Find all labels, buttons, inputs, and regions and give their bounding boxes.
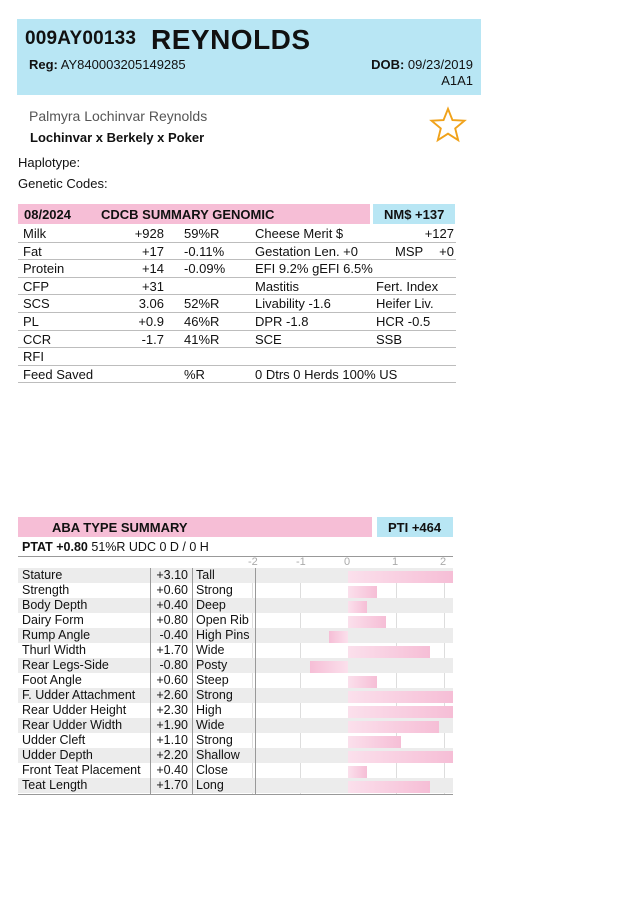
trait-bar	[348, 691, 453, 703]
genomic-row	[18, 278, 456, 296]
scale-tick: -2	[248, 556, 258, 568]
genetic-codes-label: Genetic Codes:	[18, 176, 108, 191]
type-trait-row	[18, 748, 453, 763]
genomic-cell: 41%R	[184, 331, 220, 347]
trait-bar	[348, 586, 377, 598]
genomic-cell: HCR -0.5	[376, 314, 431, 329]
genomic-cell: 59%R	[184, 226, 220, 241]
type-trait-row	[18, 703, 453, 718]
trait-bar	[348, 721, 439, 733]
trait-value: +0.80	[156, 613, 188, 627]
animal-header	[17, 19, 481, 95]
star-outline-icon[interactable]	[429, 106, 467, 144]
genomic-cell: 46%R	[184, 314, 220, 329]
trait-descriptor: Posty	[196, 658, 228, 672]
trait-bar	[348, 616, 386, 628]
genomic-cell: Milk	[23, 226, 47, 241]
scale-tick: 2	[440, 556, 447, 568]
genomic-cell: +928	[134, 226, 164, 241]
trait-descriptor: High	[196, 703, 222, 717]
genomic-cell: EFI 9.2% gEFI 6.5%	[255, 261, 373, 277]
genomic-cell: Feed Saved	[23, 366, 94, 382]
genomic-row	[18, 295, 456, 313]
trait-bar	[348, 751, 453, 763]
trait-descriptor: Strong	[196, 688, 233, 702]
trait-descriptor: Close	[196, 763, 228, 777]
trait-descriptor: Wide	[196, 718, 225, 732]
genomic-cell: Livability -1.6	[255, 296, 331, 312]
type-trait-row	[18, 673, 453, 688]
trait-descriptor: Long	[196, 778, 224, 792]
type-trait-row	[18, 763, 453, 778]
column-divider	[192, 568, 193, 794]
genomic-cell: 0 Dtrs 0 Herds 100% US	[255, 366, 398, 382]
genomic-cell: -1.7	[141, 331, 164, 347]
pti-value: PTI +464	[388, 520, 442, 535]
trait-descriptor: Tall	[196, 568, 215, 582]
animal-full-name: Palmyra Lochinvar Reynolds	[29, 108, 208, 124]
trait-name: Rear Udder Height	[22, 703, 127, 717]
genomic-cell: +0.9	[138, 314, 164, 329]
date-of-birth: DOB: 09/23/2019	[371, 57, 473, 72]
trait-name: Dairy Form	[22, 613, 84, 627]
genomic-cell: %R	[184, 366, 205, 382]
animal-id: 009AY00133	[25, 28, 137, 49]
trait-bar	[329, 631, 348, 643]
genomic-row	[18, 313, 456, 331]
type-trait-row	[18, 778, 453, 793]
genomic-cell: RFI	[23, 349, 44, 365]
trait-descriptor: Wide	[196, 643, 225, 657]
genomic-cell: -0.11%	[184, 243, 225, 259]
animal-short-name: REYNOLDS	[151, 24, 311, 55]
genomic-cell: +0	[439, 243, 454, 259]
genomic-row	[18, 348, 456, 366]
genomic-row	[18, 243, 456, 261]
beta-casein-code: A1A1	[441, 73, 473, 88]
type-trait-row	[18, 718, 453, 733]
genomic-cell: MSP	[395, 243, 424, 259]
trait-name: Udder Cleft	[22, 733, 86, 747]
trait-name: Front Teat Placement	[22, 763, 141, 777]
type-trait-row	[18, 628, 453, 643]
genomic-cell: +14	[141, 261, 164, 277]
trait-descriptor: Steep	[196, 673, 229, 687]
trait-name: Rear Udder Width	[22, 718, 123, 732]
genomic-row	[18, 331, 456, 349]
type-trait-row	[18, 643, 453, 658]
trait-descriptor: Strong	[196, 733, 233, 747]
type-trait-row	[18, 733, 453, 748]
genomic-cell: CCR	[23, 331, 52, 347]
trait-bar	[348, 571, 453, 583]
trait-name: Rear Legs-Side	[22, 658, 109, 672]
scale-tick: -1	[296, 556, 306, 568]
trait-bar	[348, 646, 430, 658]
trait-bar	[348, 766, 367, 778]
type-trait-row	[18, 658, 453, 673]
trait-name: Stature	[22, 568, 63, 582]
genomic-cell: 52%R	[184, 296, 220, 312]
trait-name: Udder Depth	[22, 748, 93, 762]
genomic-cell: SSB	[376, 331, 403, 347]
trait-value: +1.70	[156, 778, 188, 792]
scale-tick: 0	[344, 556, 351, 568]
trait-descriptor: Strong	[196, 583, 233, 597]
genomic-cell: Heifer Liv.	[376, 296, 434, 312]
trait-bar	[348, 706, 453, 718]
trait-name: Thurl Width	[22, 643, 86, 657]
genomic-cell: Mastitis	[255, 278, 300, 294]
registration: Reg: AY840003205149285	[29, 57, 186, 72]
genomic-row	[18, 366, 456, 384]
trait-descriptor: Open Rib	[196, 613, 249, 627]
pedigree: Lochinvar x Berkely x Poker	[30, 130, 205, 145]
type-trait-row	[18, 568, 453, 583]
genomic-cell: +127	[424, 226, 454, 241]
trait-descriptor: High Pins	[196, 628, 250, 642]
genomic-cell: -0.09%	[184, 261, 226, 277]
genomic-cell: SCS	[23, 296, 50, 312]
net-merit: NM$ +137	[384, 207, 445, 222]
genomic-date: 08/2024	[24, 207, 71, 222]
trait-value: +0.40	[156, 763, 188, 777]
type-trait-row	[18, 598, 453, 613]
trait-value: +0.60	[156, 583, 188, 597]
genomic-title: CDCB SUMMARY GENOMIC	[101, 207, 275, 222]
type-trait-row	[18, 613, 453, 628]
genomic-cell: Fat	[23, 243, 42, 259]
column-divider	[255, 568, 256, 794]
trait-name: Rump Angle	[22, 628, 91, 642]
trait-descriptor: Shallow	[196, 748, 240, 762]
genomic-cell: PL	[23, 314, 39, 329]
type-divider	[18, 556, 453, 557]
type-title: ABA TYPE SUMMARY	[52, 520, 188, 535]
type-trait-row	[18, 688, 453, 703]
genomic-row	[18, 260, 456, 278]
genomic-cell: DPR -1.8	[255, 314, 309, 329]
genomic-cell: Gestation Len. +0	[255, 243, 358, 259]
genomic-cell: Fert. Index	[376, 278, 439, 294]
trait-value: -0.80	[159, 658, 188, 672]
trait-name: Strength	[22, 583, 70, 597]
trait-bar	[348, 736, 401, 748]
trait-bar	[310, 661, 348, 673]
trait-value: +2.20	[156, 748, 188, 762]
trait-name: Body Depth	[22, 598, 88, 612]
genomic-cell: 3.06	[138, 296, 164, 312]
trait-value: +0.60	[156, 673, 188, 687]
ptat-line: PTAT +0.80 51%R UDC 0 D / 0 H	[22, 540, 209, 554]
type-table-bottom	[18, 794, 453, 795]
haplotype-label: Haplotype:	[18, 155, 81, 170]
trait-descriptor: Deep	[196, 598, 226, 612]
genomic-cell: +17	[141, 243, 164, 259]
trait-value: +2.30	[156, 703, 188, 717]
trait-bar	[348, 676, 377, 688]
scale-tick: 1	[392, 556, 399, 568]
genomic-cell: Cheese Merit $	[255, 226, 344, 241]
trait-value: +3.10	[156, 568, 188, 582]
trait-value: +0.40	[156, 598, 188, 612]
genomic-cell: +31	[141, 278, 164, 294]
trait-bar	[348, 781, 430, 793]
trait-value: +1.90	[156, 718, 188, 732]
type-trait-row	[18, 583, 453, 598]
trait-bar	[348, 601, 367, 613]
trait-name: Foot Angle	[22, 673, 82, 687]
column-divider	[150, 568, 151, 794]
trait-value: +1.10	[156, 733, 188, 747]
genomic-row	[18, 225, 456, 243]
trait-value: +1.70	[156, 643, 188, 657]
genomic-cell: SCE	[255, 331, 282, 347]
trait-value: -0.40	[159, 628, 188, 642]
trait-name: Teat Length	[22, 778, 88, 792]
trait-name: F. Udder Attachment	[22, 688, 136, 702]
genomic-cell: Protein	[23, 261, 65, 277]
genomic-cell: CFP	[23, 278, 49, 294]
trait-value: +2.60	[156, 688, 188, 702]
